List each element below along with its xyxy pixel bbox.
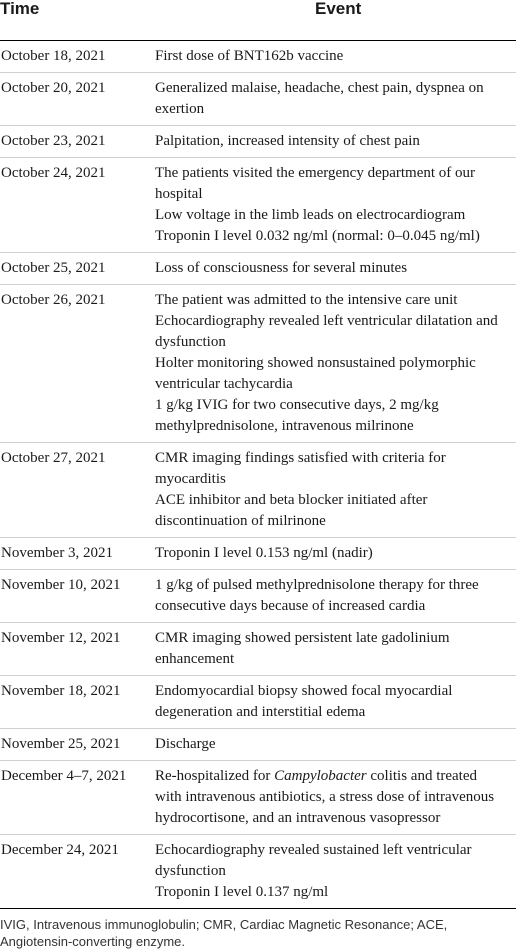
event-line: First dose of BNT162b vaccine	[155, 48, 344, 64]
row-time: November 18, 2021	[0, 676, 152, 729]
row-event	[152, 126, 516, 158]
row-time: October 27, 2021	[0, 443, 152, 538]
row-event	[152, 835, 516, 909]
timeline-body	[0, 41, 516, 909]
table-row	[0, 73, 516, 126]
table-row	[0, 158, 516, 253]
table-row	[0, 835, 516, 909]
event-line: 1 g/kg IVIG for two consecutive days, 2 mg/kg	[155, 397, 439, 413]
event-line: myocarditis	[155, 471, 226, 487]
row-time: October 23, 2021	[0, 126, 152, 158]
event-line: Re-hospitalized for Campylobacter colitis and treated	[155, 768, 478, 784]
row-event	[152, 729, 516, 761]
table-row	[0, 623, 516, 676]
row-time: November 12, 2021	[0, 623, 152, 676]
table-row	[0, 126, 516, 158]
row-time: November 25, 2021	[0, 729, 152, 761]
event-line: Troponin I level 0.137 ng/ml	[155, 884, 329, 900]
table-row	[0, 538, 516, 570]
table-row	[0, 41, 516, 73]
event-line: methylprednisolone, intravenous milrinone	[155, 418, 414, 434]
row-time: December 24, 2021	[0, 835, 152, 909]
row-event	[152, 676, 516, 729]
event-line: enhancement	[155, 651, 235, 667]
event-line: discontinuation of milrinone	[155, 513, 326, 529]
row-time: October 24, 2021	[0, 158, 152, 253]
event-line: dysfunction	[155, 863, 226, 879]
row-time: December 4–7, 2021	[0, 761, 152, 835]
event-line: Generalized malaise, headache, chest pain, dyspnea on	[155, 80, 484, 96]
row-event	[152, 41, 516, 73]
event-line: Troponin I level 0.032 ng/ml (normal: 0–0.045 ng/ml)	[155, 228, 480, 244]
event-line: ventricular tachycardia	[155, 376, 293, 392]
row-time: November 10, 2021	[0, 570, 152, 623]
row-event	[152, 73, 516, 126]
table-row	[0, 285, 516, 443]
table-row	[0, 676, 516, 729]
table-row	[0, 729, 516, 761]
row-event	[152, 158, 516, 253]
event-line: The patient was admitted to the intensive care unit	[155, 292, 458, 308]
event-line: The patients visited the emergency department of our	[155, 165, 476, 181]
event-line: CMR imaging showed persistent late gadolinium	[155, 630, 450, 646]
table-footnote: IVIG, Intravenous immunoglobulin; CMR, Cardiac Magnetic Resonance; ACE, Angiotensin-converting enzyme.	[0, 917, 448, 949]
event-line: dysfunction	[155, 334, 226, 350]
event-line: consecutive days because of increased cardia	[155, 598, 426, 614]
row-time: October 18, 2021	[0, 41, 152, 73]
row-time: November 3, 2021	[0, 538, 152, 570]
event-line: CMR imaging findings satisfied with criteria for	[155, 450, 446, 466]
row-time: October 20, 2021	[0, 73, 152, 126]
table-row	[0, 570, 516, 623]
table-row	[0, 443, 516, 538]
row-event	[152, 285, 516, 443]
row-event	[152, 570, 516, 623]
event-line: 1 g/kg of pulsed methylprednisolone therapy for three	[155, 577, 479, 593]
event-line: Palpitation, increased intensity of chest pain	[155, 133, 420, 149]
event-line: Loss of consciousness for several minutes	[155, 260, 408, 276]
table-row	[0, 253, 516, 285]
row-time: October 25, 2021	[0, 253, 152, 285]
event-line: Troponin I level 0.153 ng/ml (nadir)	[155, 545, 373, 561]
event-line: Echocardiography revealed left ventricular dilatation and	[155, 313, 498, 329]
event-line: hospital	[155, 186, 203, 202]
table-row	[0, 761, 516, 835]
event-line: degeneration and interstitial edema	[155, 704, 366, 720]
row-event	[152, 623, 516, 676]
row-event	[152, 761, 516, 835]
header-row	[0, 0, 516, 41]
column-header-event: Event	[152, 0, 516, 41]
event-line: hydrocortisone, and an intravenous vasopressor	[155, 810, 441, 826]
row-event	[152, 253, 516, 285]
row-event	[152, 443, 516, 538]
event-line: Endomyocardial biopsy showed focal myocardial	[155, 683, 453, 699]
event-line: ACE inhibitor and beta blocker initiated after	[155, 492, 428, 508]
event-line: with intravenous antibiotics, a stress dose of intravenous	[155, 789, 495, 805]
column-header-time: Time	[0, 0, 152, 41]
event-line: exertion	[155, 101, 205, 117]
event-line: Discharge	[155, 736, 216, 752]
event-line: Low voltage in the limb leads on electrocardiogram	[155, 207, 466, 223]
event-line: Holter monitoring showed nonsustained polymorphic	[155, 355, 476, 371]
event-line: Echocardiography revealed sustained left ventricular	[155, 842, 472, 858]
row-time: October 26, 2021	[0, 285, 152, 443]
row-event	[152, 538, 516, 570]
